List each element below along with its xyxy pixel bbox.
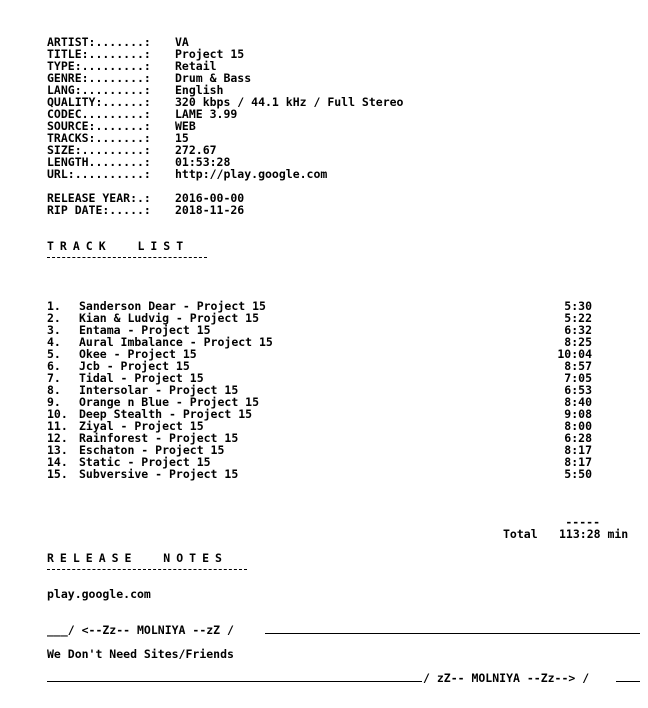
meta-key: TYPE:.........: <box>47 59 151 73</box>
track-duration: 8:17 <box>564 443 592 457</box>
track-title: Entama - Project 15 <box>79 323 211 337</box>
meta-value: LAME 3.99 <box>175 107 238 121</box>
track-title: Deep Stealth - Project 15 <box>79 407 253 421</box>
meta-key: TITLE:........: <box>47 47 151 61</box>
date-key: RELEASE YEAR:.: <box>47 191 151 205</box>
track-number: 8. <box>47 383 61 397</box>
track-title: Jcb - Project 15 <box>79 359 190 373</box>
footer-banner-top-rule <box>265 633 640 634</box>
track-number: 11. <box>47 419 68 433</box>
date-value: 2016-00-00 <box>175 191 245 205</box>
meta-key: GENRE:........: <box>47 71 151 85</box>
track-title: Sanderson Dear - Project 15 <box>79 299 266 313</box>
tracklist-heading: TRACK LIST <box>47 239 190 253</box>
meta-value: Project 15 <box>175 47 245 61</box>
release-notes-text: play.google.com <box>47 587 151 601</box>
track-duration: 8:17 <box>564 455 592 469</box>
meta-key: ARTIST:.......: <box>47 35 151 49</box>
track-duration: 8:40 <box>564 395 592 409</box>
meta-value: 272.67 <box>175 143 217 157</box>
date-line <box>47 204 244 216</box>
footer-banner-top: ___/ <--Zz-- MOLNIYA --zZ / <box>47 623 234 637</box>
meta-key: TRACKS:.......: <box>47 131 151 145</box>
tracklist-heading-underline <box>47 257 207 258</box>
meta-value: 320 kbps / 44.1 kHz / Full Stereo <box>175 95 404 109</box>
total-label: Total <box>503 527 538 541</box>
track-number: 1. <box>47 299 61 313</box>
footer-banner-bottom-rule-left <box>47 681 422 682</box>
track-duration: 8:00 <box>564 419 592 433</box>
track-number: 2. <box>47 311 61 325</box>
track-title: Kian & Ludvig - Project 15 <box>79 311 260 325</box>
track-number: 4. <box>47 335 61 349</box>
meta-key: SOURCE:.......: <box>47 119 151 133</box>
meta-value: 01:53:28 <box>175 155 231 169</box>
meta-value: VA <box>175 35 189 49</box>
meta-key: LANG:.........: <box>47 83 151 97</box>
track-number: 3. <box>47 323 61 337</box>
meta-value: English <box>175 83 224 97</box>
track-title: Orange n Blue - Project 15 <box>79 395 260 409</box>
track-number: 5. <box>47 347 61 361</box>
footer-tagline: We Don't Need Sites/Friends <box>47 647 234 661</box>
track-number: 7. <box>47 371 61 385</box>
track-title: Intersolar - Project 15 <box>79 383 239 397</box>
total-value: 113:28 min <box>559 527 629 541</box>
meta-value: http://play.google.com <box>175 167 328 181</box>
date-key: RIP DATE:.....: <box>47 203 151 217</box>
track-row <box>47 468 238 480</box>
track-duration: 8:57 <box>564 359 592 373</box>
track-duration: 6:53 <box>564 383 592 397</box>
meta-key: SIZE:.........: <box>47 143 151 157</box>
track-title: Tidal - Project 15 <box>79 371 204 385</box>
date-value: 2018-11-26 <box>175 203 245 217</box>
track-title: Ziyal - Project 15 <box>79 419 204 433</box>
total-separator: ----- <box>565 515 600 529</box>
track-title: Rainforest - Project 15 <box>79 431 239 445</box>
meta-value: Retail <box>175 59 217 73</box>
track-title: Okee - Project 15 <box>79 347 197 361</box>
track-duration: 7:05 <box>564 371 592 385</box>
footer-banner-bottom-rule-right <box>616 681 640 682</box>
track-title: Aural Imbalance - Project 15 <box>79 335 273 349</box>
release-notes-underline <box>47 569 247 570</box>
track-number: 9. <box>47 395 61 409</box>
meta-value: WEB <box>175 119 196 133</box>
track-number: 14. <box>47 455 68 469</box>
track-duration: 5:30 <box>564 299 592 313</box>
meta-key: CODEC.........: <box>47 107 151 121</box>
track-duration: 5:50 <box>564 467 592 481</box>
track-title: Static - Project 15 <box>79 455 211 469</box>
meta-key: URL:..........: <box>47 167 151 181</box>
meta-value: Drum & Bass <box>175 71 252 85</box>
track-title: Subversive - Project 15 <box>79 467 239 481</box>
meta-value: 15 <box>175 131 189 145</box>
track-number: 12. <box>47 431 68 445</box>
track-number: 10. <box>47 407 68 421</box>
meta-line <box>47 168 327 180</box>
track-duration: 6:32 <box>564 323 592 337</box>
track-title: Eschaton - Project 15 <box>79 443 225 457</box>
track-number: 13. <box>47 443 68 457</box>
track-duration: 9:08 <box>564 407 592 421</box>
footer-banner-bottom: / zZ-- MOLNIYA --Zz--> / <box>423 671 590 685</box>
track-duration: 10:04 <box>557 347 592 361</box>
release-notes-heading: RELEASE NOTES <box>47 551 228 565</box>
meta-key: QUALITY:......: <box>47 95 151 109</box>
track-number: 6. <box>47 359 61 373</box>
track-duration: 8:25 <box>564 335 592 349</box>
track-duration: 5:22 <box>564 311 592 325</box>
track-duration: 6:28 <box>564 431 592 445</box>
meta-key: LENGTH........: <box>47 155 151 169</box>
track-number: 15. <box>47 467 68 481</box>
